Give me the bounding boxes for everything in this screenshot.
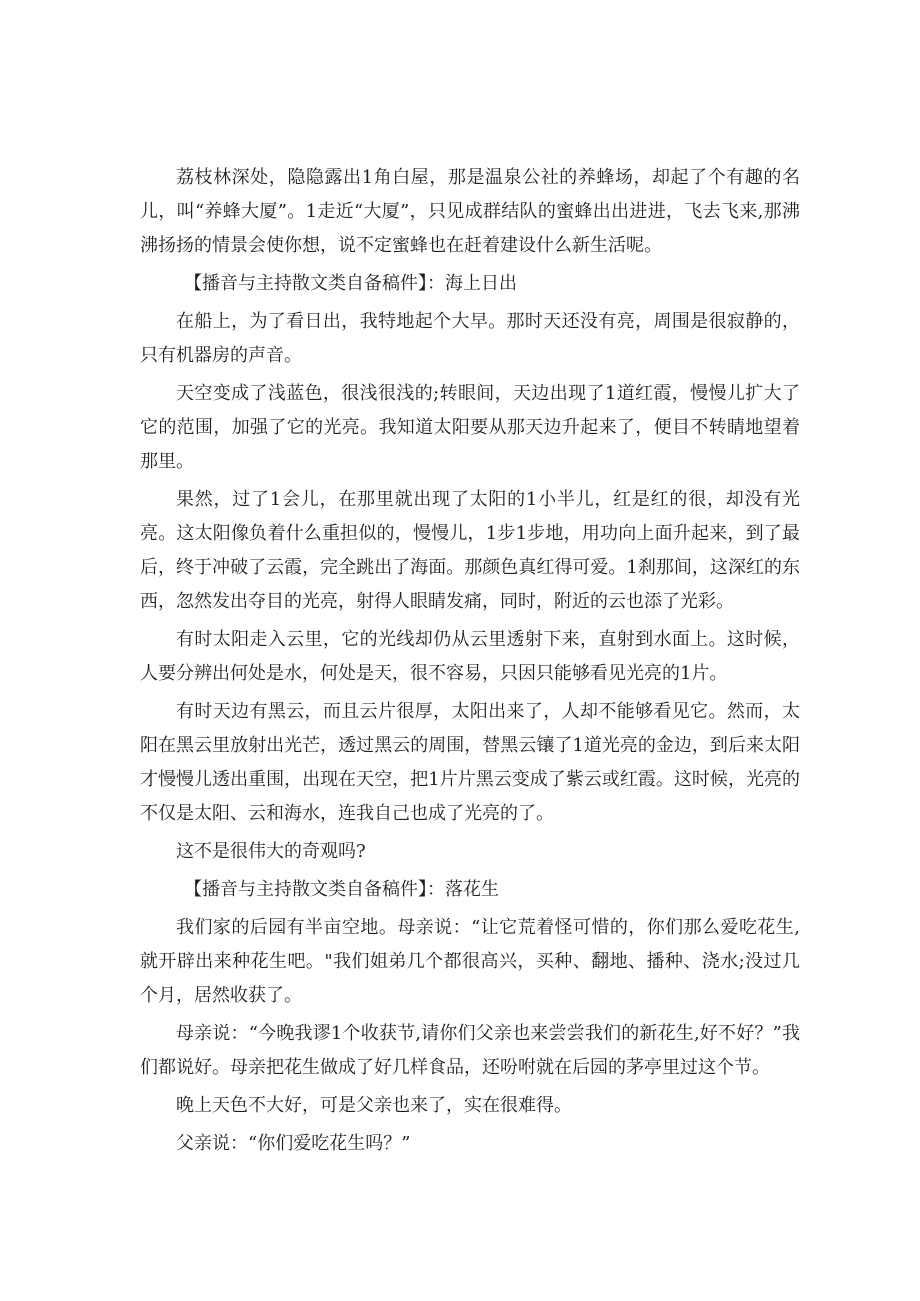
document-body [140, 161, 800, 1165]
paragraph: 果然，过了1会儿，在那里就出现了太阳的1小半儿，红是红的很，却没有光亮。这太阳像负着什么重担似的，慢慢儿，1步1步地，用功向上面升起来，到了最后，终于冲破了云霞，完全跳出了海面。那颜色真红得可爱。1刹那间，这深红的东西，忽然发出夺目的光亮，射得人眼睛发痛，同时，附近的云也添了光彩。 [140, 489, 800, 612]
paragraph: 在船上，为了看日出，我特地起个大早。那时天还没有亮，周围是很寂静的，只有机器房的声音。 [140, 311, 800, 366]
paragraph: 晚上天色不大好，可是父亲也来了，实在很难得。 [176, 1095, 572, 1116]
paragraph: 天空变成了浅蓝色，很浅很浅的;转眼间，天边出现了1道红霞，慢慢儿扩大了它的范围，加强了它的光亮。我知道太阳要从那天边升起来了，便目不转睛地望着那里。 [140, 383, 800, 472]
section-heading-sunrise: 【播音与主持散文类自备稿件】：海上日出 [184, 273, 517, 294]
paragraph: 父亲说：“你们爱吃花生吗？” [176, 1133, 411, 1154]
paragraph: 这不是很伟大的奇观吗? [176, 841, 366, 862]
paragraph: 有时天边有黑云，而且云片很厚，太阳出来了，人却不能够看见它。然而，太阳在黑云里放射出光芒，透过黑云的周围，替黑云镶了1道光亮的金边，到后来太阳才慢慢儿透出重围，出现在天空，把1片片黑云变成了紫云或红霞。这时候，光亮的不仅是太阳、云和海水，连我自己也成了光亮的了。 [140, 701, 800, 824]
paragraph-intro-beehive: 荔枝林深处，隐隐露出1角白屋，那是温泉公社的养蜂场，却起了个有趣的名儿，叫“养蜂大厦”。1走近“大厦”，只见成群结队的蜜蜂出出进进，飞去飞来,那沸沸扬扬的情景会使你想，说不定蜜蜂也在赶着建设什么新生活呢。 [140, 167, 800, 256]
paragraph: 我们家的后园有半亩空地。母亲说：“让它荒着怪可惜的，你们那么爱吃花生,就开辟出来种花生吧。"我们姐弟几个都很高兴，买种、翻地、播种、浇水;没过几个月，居然收获了。 [140, 917, 800, 1006]
paragraph: 母亲说：“今晚我谬1个收获节,请你们父亲也来尝尝我们的新花生,好不好？”我们都说好。母亲把花生做成了好几样食品，还吩咐就在后园的茅亭里过这个节。 [140, 1023, 800, 1078]
section-heading-peanut: 【播音与主持散文类自备稿件】：落花生 [184, 879, 499, 900]
paragraph: 有时太阳走入云里，它的光线却仍从云里透射下来，直射到水面上。这时候，人要分辨出何处是水，何处是天，很不容易，只因只能够看见光亮的1片。 [140, 629, 800, 684]
